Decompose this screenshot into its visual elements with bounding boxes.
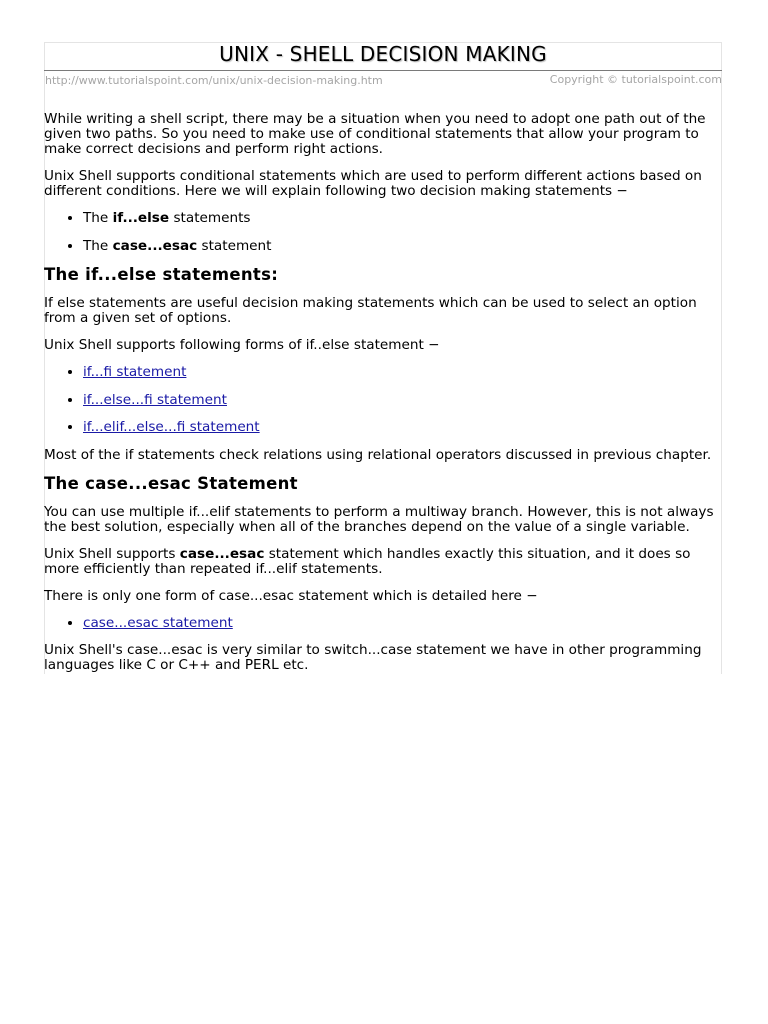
copyright-text: Copyright © tutorialspoint.com	[549, 73, 722, 86]
link-case-esac[interactable]: case...esac statement	[83, 614, 233, 631]
case-paragraph-4: Unix Shell's case...esac is very similar to switch...case statement we have in other programming languages like C or C++ and PERL etc.	[44, 642, 702, 673]
list-item	[83, 393, 722, 408]
link-if-else-fi[interactable]: if...else...fi statement	[83, 391, 227, 408]
ifelse-paragraph-3: Most of the if statements check relations using relational operators discussed in previous chapter.	[44, 446, 712, 463]
paragraph-text: statement which handles exactly this situation, and it does so more efficiently than repeated if...elif statements.	[44, 545, 691, 577]
list-item-keyword: case...esac	[112, 237, 198, 254]
paragraph-text: Unix Shell supports	[44, 545, 180, 562]
ifelse-paragraph-2: Unix Shell supports following forms of if..else statement −	[44, 337, 440, 353]
section-heading-case: The case...esac Statement	[44, 473, 298, 493]
intro-paragraph-1: While writing a shell script, there may be a situation when you need to adopt one path out of the given two paths. So you need to make use of conditional statements that allow your program to make correct decisions and perform right actions.	[44, 111, 706, 157]
list-item	[83, 616, 722, 631]
section-heading-ifelse: The if...else statements:	[44, 265, 279, 284]
list-item	[83, 420, 722, 435]
list-item-keyword: if...else	[112, 210, 170, 226]
list-item	[83, 239, 722, 254]
link-if-elif-else-fi[interactable]: if...elif...else...fi statement	[83, 419, 260, 435]
intro-paragraph-2: Unix Shell supports conditional statements which are used to perform different actions based on different conditions. Here we will explain following two decision making statements −	[44, 168, 702, 199]
list-item-text: statements	[169, 210, 251, 226]
list-item-text: The	[83, 210, 113, 226]
source-url: http://www.tutorialspoint.com/unix/unix-decision-making.htm	[45, 74, 383, 87]
statement-types-list	[44, 211, 722, 254]
case-paragraph-3: There is only one form of case...esac statement which is detailed here −	[44, 587, 538, 604]
list-item-text: statement	[197, 237, 272, 254]
link-if-fi[interactable]: if...fi statement	[83, 364, 187, 380]
case-paragraph-1: You can use multiple if...elif statements to perform a multiway branch. However, this is not always the best solution, especially when all of the branches depend on the value of a single variable.	[44, 503, 714, 535]
ifelse-links-list	[44, 365, 722, 435]
paragraph-keyword: case...esac	[179, 545, 265, 562]
page-title: UNIX - SHELL DECISION MAKING	[219, 42, 547, 66]
ifelse-paragraph-1: If else statements are useful decision making statements which can be used to select an option from a given set of options.	[44, 295, 697, 326]
title-divider	[44, 70, 722, 71]
article-content	[44, 112, 722, 685]
list-item	[83, 365, 722, 380]
case-links-list	[44, 616, 722, 631]
url-line	[44, 73, 722, 89]
list-item	[83, 211, 722, 226]
list-item-text: The	[83, 237, 113, 254]
case-paragraph-2	[44, 547, 722, 577]
